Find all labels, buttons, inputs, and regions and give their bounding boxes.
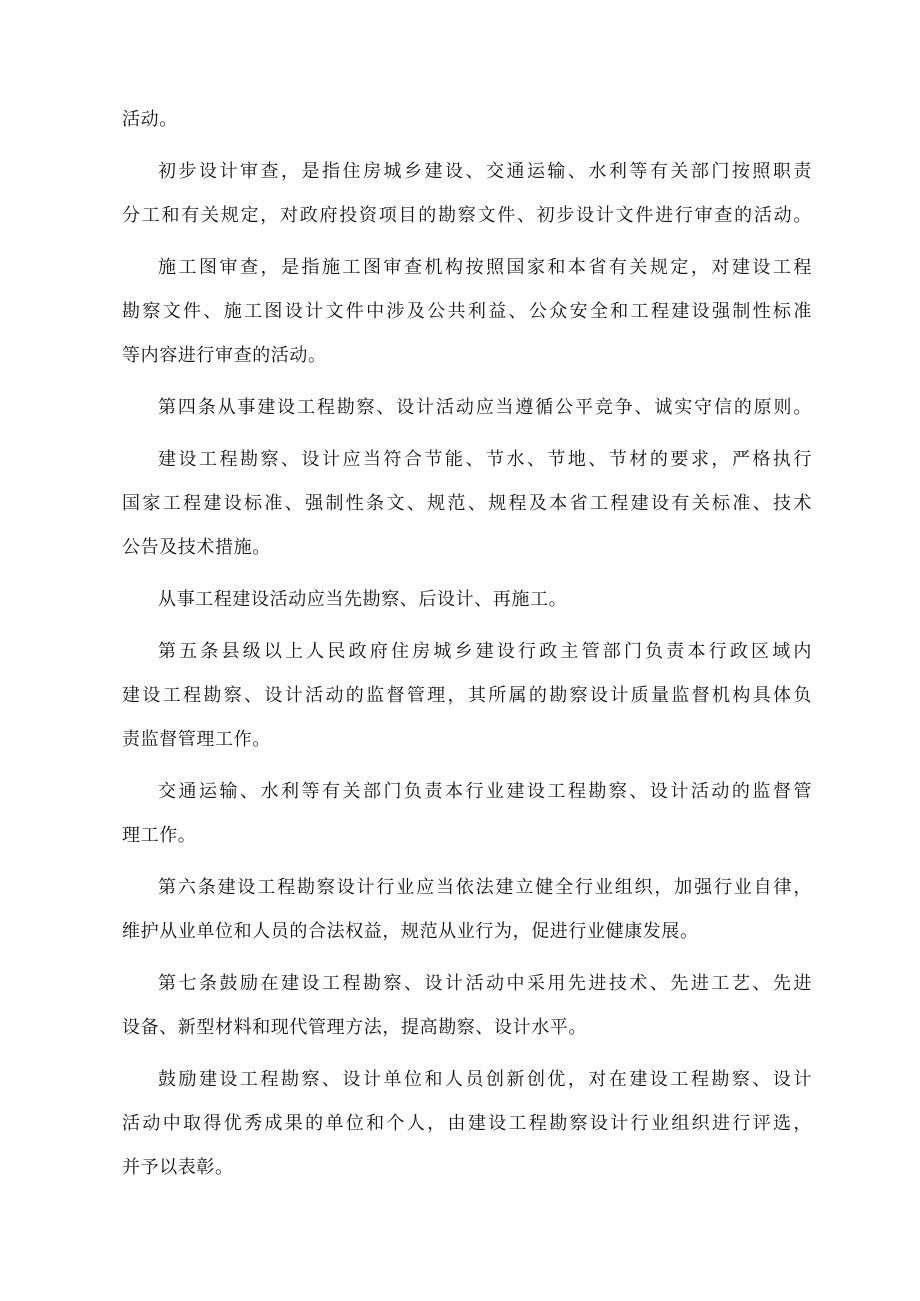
paragraph-line: 并予以表彰。 bbox=[122, 1157, 234, 1178]
paragraph-line: 勘察文件、施工图设计文件中涉及公共利益、公众安全和工程建设强制性标准 bbox=[122, 301, 812, 322]
paragraph-line: 活动中取得优秀成果的单位和个人，由建设工程勘察设计行业组织进行评选， bbox=[122, 1113, 812, 1134]
paragraph-line: 等内容进行审查的活动。 bbox=[122, 345, 327, 366]
paragraph-line: 初步设计审查，是指住房城乡建设、交通运输、水利等有关部门按照职责 bbox=[158, 161, 812, 182]
paragraph-line: 建设工程勘察、设计应当符合节能、节水、节地、节材的要求，严格执行 bbox=[158, 449, 812, 470]
paragraph-line: 活动。 bbox=[122, 109, 178, 130]
paragraph-line: 交通运输、水利等有关部门负责本行业建设工程勘察、设计活动的监督管 bbox=[158, 781, 812, 802]
paragraph-line: 责监督管理工作。 bbox=[122, 729, 271, 750]
paragraph-line: 鼓励建设工程勘察、设计单位和人员创新创优，对在建设工程勘察、设计 bbox=[158, 1069, 812, 1090]
paragraph-line: 设备、新型材料和现代管理方法，提高勘察、设计水平。 bbox=[122, 1017, 587, 1038]
paragraph-line: 分工和有关规定，对政府投资项目的勘察文件、初步设计文件进行审查的活动。 bbox=[122, 205, 812, 226]
paragraph-line: 理工作。 bbox=[122, 825, 197, 846]
paragraph-line: 第七条鼓励在建设工程勘察、设计活动中采用先进技术、先进工艺、先进 bbox=[158, 973, 812, 994]
paragraph-line: 从事工程建设活动应当先勘察、后设计、再施工。 bbox=[158, 589, 568, 610]
paragraph-line: 国家工程建设标准、强制性条文、规范、规程及本省工程建设有关标准、技术 bbox=[122, 493, 812, 514]
paragraph-line: 第四条从事建设工程勘察、设计活动应当遵循公平竞争、诚实守信的原则。 bbox=[158, 397, 812, 418]
paragraph-line: 第六条建设工程勘察设计行业应当依法建立健全行业组织，加强行业自律， bbox=[158, 877, 812, 898]
paragraph-line: 维护从业单位和人员的合法权益，规范从业行为，促进行业健康发展。 bbox=[122, 921, 699, 942]
paragraph-line: 施工图审查，是指施工图审查机构按照国家和本省有关规定，对建设工程 bbox=[158, 257, 812, 278]
paragraph-line: 第五条县级以上人民政府住房城乡建设行政主管部门负责本行政区域内 bbox=[158, 641, 812, 662]
paragraph-line: 建设工程勘察、设计活动的监督管理，其所属的勘察设计质量监督机构具体负 bbox=[122, 685, 812, 706]
paragraph-line: 公告及技术措施。 bbox=[122, 537, 271, 558]
